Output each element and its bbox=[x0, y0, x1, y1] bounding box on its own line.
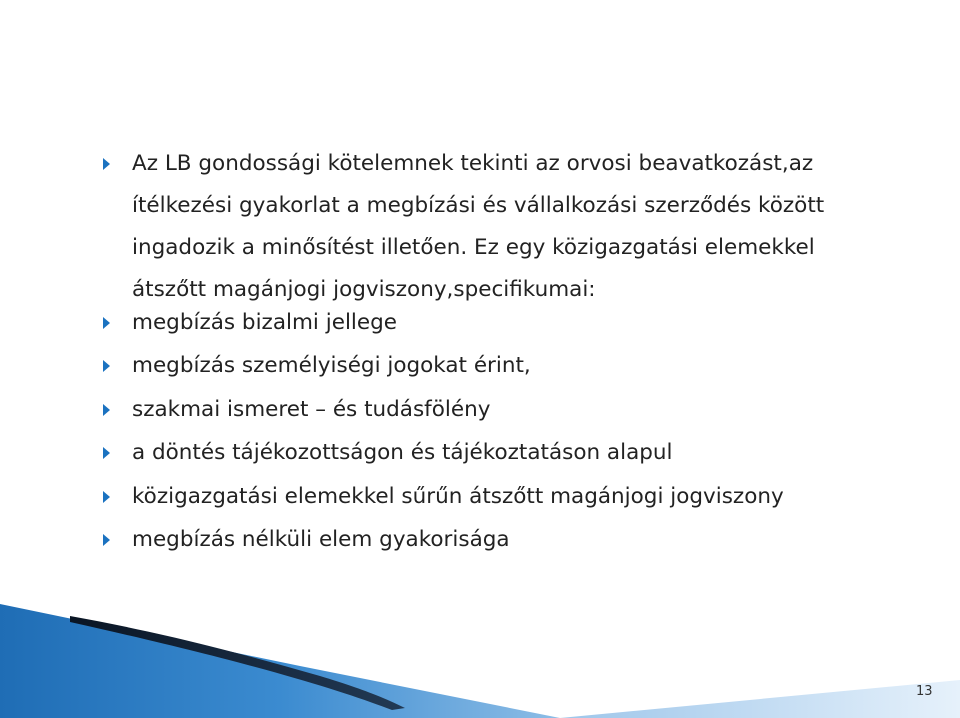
bullet-text: megbízás bizalmi jellege bbox=[132, 310, 397, 335]
bullet-text: megbízás nélküli elem gyakorisága bbox=[132, 527, 510, 552]
arrow-right-icon bbox=[103, 404, 110, 416]
arrow-right-icon bbox=[103, 360, 110, 372]
arrow-right-icon bbox=[103, 447, 110, 459]
bullet-text: megbízás személyiségi jogokat érint, bbox=[132, 353, 531, 378]
band-light bbox=[560, 680, 960, 718]
bullet-text: a döntés tájékozottságon és tájékoztatáson alapul bbox=[132, 440, 673, 465]
bullet-text: szakmai ismeret – és tudásfölény bbox=[132, 397, 491, 422]
arrow-right-icon bbox=[103, 317, 110, 329]
arrow-right-icon bbox=[103, 158, 110, 170]
decorative-wave-band bbox=[0, 596, 960, 718]
page-number: 13 bbox=[916, 684, 933, 699]
arrow-right-icon bbox=[103, 491, 110, 503]
bullet-text: közigazgatási elemekkel sűrűn átszőtt magánjogi jogviszony bbox=[132, 484, 784, 509]
arrow-right-icon bbox=[103, 534, 110, 546]
bullet-text: Az LB gondossági kötelemnek tekinti az orvosi beavatkozást,az ítélkezési gyakorlat a megbízási és vállalkozási szerződés között ingadozik a minősítést illetően. Ez egy közigazgatási elemekkel átszőtt magánjogi jogviszony,specifikumai: bbox=[132, 151, 825, 302]
